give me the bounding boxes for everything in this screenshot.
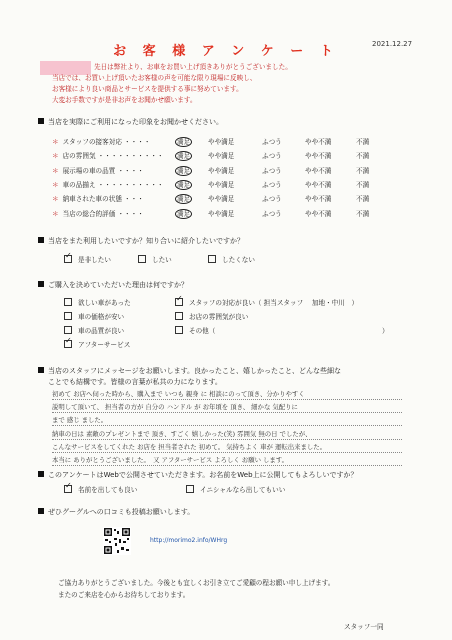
q2-heading (38, 236, 244, 246)
closing-line-1: ご協力ありがとうございました。今後とも宜しくお引き立てご愛顧の程お願い申し上げます。 (58, 579, 335, 587)
checkbox[interactable] (138, 255, 146, 263)
rating-option[interactable]: 満足 (177, 195, 191, 204)
rating-option[interactable]: 不満 (356, 209, 370, 218)
rating-option[interactable]: 不満 (356, 166, 370, 175)
rating-option[interactable]: やや満足 (208, 166, 235, 175)
q1-row-label: ＊ 展示場の車の品質 ・・・・ (52, 166, 144, 175)
rating-option[interactable]: やや不満 (305, 166, 332, 175)
q1-heading (38, 117, 223, 127)
rating-option[interactable]: 満足 (177, 180, 191, 189)
checkbox[interactable] (175, 298, 183, 306)
q3-option-3[interactable]: お店の雰囲気が良い (175, 311, 248, 321)
rating-option[interactable]: 満足 (177, 138, 191, 146)
rating-option[interactable]: ふつう (262, 166, 282, 175)
rating-option[interactable]: 不満 (356, 138, 370, 146)
handwritten-line: 初めて お店へ伺った時から、購入まで いつも 親身 に 相談にのって頂き、分かりやすく (52, 390, 305, 398)
intro-line-1: 先日は弊社より、お車をお買い上げ頂きありがとうございました。 (94, 63, 292, 71)
rating-option[interactable]: 満足 (177, 166, 191, 175)
q3-option-0[interactable]: 欲しい車があった (64, 297, 131, 307)
intro-line-2: 当店では、お買い上げ頂いたお客様の声を可能な限り現場に反映し、 (52, 74, 257, 82)
checkbox[interactable] (208, 255, 216, 263)
checkbox[interactable] (64, 326, 72, 334)
rating-option[interactable]: やや不満 (305, 209, 332, 218)
handwritten-line: こんなサービスをしてくれた お店を 担当者された 初めて。 気持ちよく 車が 運転出来ました。 (52, 442, 327, 451)
q5-heading (38, 470, 358, 480)
checkbox[interactable] (64, 340, 72, 348)
rating-option[interactable]: ふつう (262, 180, 282, 189)
dotted-rule (52, 399, 402, 400)
q6-title: ぜひグーグルへの口コミも投稿お願いします。 (48, 508, 195, 516)
q3-option-5[interactable]: その他（ (175, 325, 215, 335)
rating-option[interactable]: やや満足 (208, 152, 235, 161)
q1-row-label: ＊ 当店の総合的評価 ・・・・ (52, 209, 144, 218)
bullet-square-icon (38, 237, 44, 243)
rating-option[interactable]: やや満足 (208, 138, 235, 146)
intro-line-4: 大変お手数ですが是非お声をお聞かせ願います。 (52, 96, 197, 104)
q6-heading (38, 507, 194, 517)
q3-title: ご購入を決めていただいた理由は何ですか？ (48, 281, 188, 289)
bullet-square-icon (38, 281, 44, 287)
rating-option[interactable]: やや不満 (305, 195, 332, 204)
q1-row-label: ＊ 納車された車の状態 ・・・ (52, 195, 144, 204)
review-url-link[interactable]: http://morimo2.info/WHrg (150, 537, 228, 544)
rating-option[interactable]: 満足 (177, 209, 191, 218)
q4-title-1: 当店のスタッフにメッセージをお願いします。良かったこと、嬉しかったこと、どんな些細な (48, 367, 342, 375)
rating-option[interactable]: ふつう (262, 195, 282, 204)
checkbox[interactable] (64, 485, 72, 493)
survey-date: 2021.12.27 (372, 40, 413, 48)
q3-option-2[interactable]: 車の価格が安い (64, 311, 124, 321)
bullet-square-icon (38, 367, 44, 373)
rating-option[interactable]: ふつう (262, 152, 282, 161)
handwritten-line: 説明して頂いて、 担当者の方が 自分の ハンドル が お年頃を 頂き、 細かな 気配りに (52, 403, 298, 412)
handwritten-line: まで 感じ ました。 (52, 416, 108, 425)
rating-option[interactable]: 満足 (177, 152, 191, 161)
bullet-square-icon (38, 471, 44, 477)
q5-option-0[interactable]: ✓名前を出しても良い (64, 484, 137, 494)
asterisk-icon: ＊ (52, 138, 59, 146)
rating-option[interactable]: 不満 (356, 152, 370, 161)
rating-option[interactable]: 不満 (356, 195, 370, 204)
asterisk-icon: ＊ (52, 195, 59, 204)
rating-option[interactable]: やや満足 (208, 180, 235, 189)
asterisk-icon: ＊ (52, 166, 59, 175)
q4-title-2: ことでも結構です。皆様の言葉が私共の力になります。 (48, 378, 222, 386)
checkbox[interactable] (64, 312, 72, 320)
q3-option-1[interactable]: ✓ スタッフの対応が良い（ 担当スタッフ 加地・中川 ） (175, 297, 358, 307)
q1-title: 当店を実際にご利用になった印象をお聞かせください。 (48, 118, 223, 126)
q4-heading (38, 366, 341, 376)
checkbox[interactable] (186, 485, 194, 493)
q3-option-6[interactable]: ✓アフターサービス (64, 339, 130, 349)
rating-option[interactable]: やや不満 (305, 138, 332, 146)
rating-option[interactable]: やや満足 (208, 209, 235, 218)
rating-option[interactable]: やや不満 (305, 180, 332, 189)
rating-option[interactable]: ふつう (262, 209, 282, 218)
checkbox[interactable] (64, 255, 72, 263)
intro-line-3: お客様により良い商品とサービスを提供する事に努めています。 (52, 85, 243, 93)
q1-row-label: ＊ スタッフの接客対応 ・・・・ (52, 138, 151, 146)
rating-option[interactable]: やや不満 (305, 152, 332, 161)
q3-other-close: ） (382, 327, 389, 335)
dotted-rule (52, 452, 402, 453)
closing-line-2: またのご来店を心からお待ちしております。 (58, 591, 190, 599)
checkbox[interactable] (64, 298, 72, 306)
q2-option-2[interactable]: したくない (208, 254, 255, 264)
qr-code-icon[interactable] (103, 527, 131, 555)
bullet-square-icon (38, 118, 44, 124)
rating-option[interactable]: やや満足 (208, 195, 235, 204)
dotted-rule (52, 439, 402, 440)
q2-title: 当店をまた利用したいですか？知り合いに紹介したいですか？ (48, 237, 244, 245)
dotted-rule (52, 465, 402, 466)
q2-option-1[interactable]: したい (138, 254, 172, 264)
q1-row-label: ＊ 店の雰囲気 ・・・・・・・・・・ (52, 152, 164, 161)
q3-option-4[interactable]: 車の品質が良い (64, 325, 124, 335)
handwritten-line: 納車の日は 素敵のプレゼントまで 頂き、すごく 嬉しかった(笑) 雰囲気 無の日 でしたが、 (52, 429, 312, 438)
dotted-rule (52, 425, 402, 426)
signature: スタッフ一同 (344, 623, 384, 631)
q1-row-label: ＊ 車の品揃え ・・・・・・・・・・ (52, 180, 164, 189)
rating-option[interactable]: 不満 (356, 180, 370, 189)
bullet-square-icon (38, 508, 44, 514)
checkbox[interactable] (175, 326, 183, 334)
handwritten-line: 本当に ありがとうございました。 又 アフターサービス よろしく お願い します。 (52, 456, 289, 464)
q5-title: このアンケートはWebで公開させていただきます。お名前をWeb上に公開してもよろしいですか？ (48, 471, 358, 479)
asterisk-icon: ＊ (52, 180, 59, 189)
rating-option[interactable]: ふつう (262, 138, 282, 146)
dotted-rule (52, 412, 402, 413)
survey-title: お 客 様 ア ン ケ ー ト (113, 44, 339, 59)
q3-heading (38, 280, 188, 290)
q2-option-0[interactable]: ✓是非したい (64, 254, 111, 264)
checkbox[interactable] (175, 312, 183, 320)
q5-option-1[interactable]: イニシャルなら出してもいい (186, 484, 285, 494)
asterisk-icon: ＊ (52, 152, 59, 161)
asterisk-icon: ＊ (52, 209, 59, 218)
